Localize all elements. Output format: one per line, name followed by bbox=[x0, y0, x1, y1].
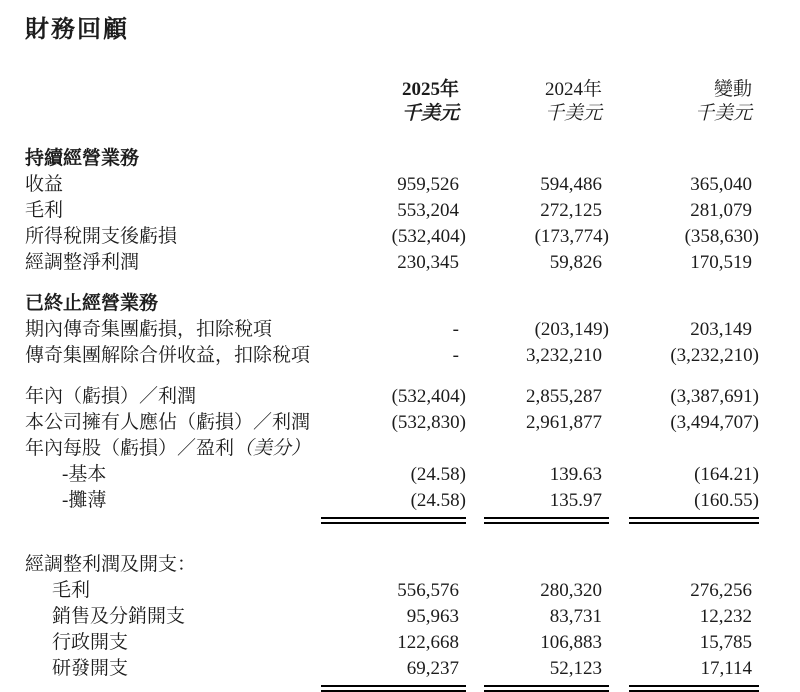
value-2024: 59,826 bbox=[549, 252, 602, 273]
column-header-2024: 2024年 bbox=[544, 79, 602, 100]
value-2024: 272,125 bbox=[540, 200, 602, 221]
value-2025: 69,237 bbox=[406, 658, 459, 679]
value-2025: (532,830) bbox=[391, 412, 466, 433]
section-title-continuing-operations: 持續經營業務 bbox=[25, 148, 140, 169]
value-2025: 556,576 bbox=[397, 580, 459, 601]
value-2024: (173,774) bbox=[534, 226, 609, 247]
double-rule bbox=[484, 685, 609, 692]
value-2024: 2,855,287 bbox=[526, 386, 602, 407]
row-label: 行政開支 bbox=[52, 632, 129, 653]
row-label: 期內傳奇集團虧損，扣除稅項 bbox=[25, 319, 273, 340]
value-2025: - bbox=[452, 345, 459, 366]
spacer bbox=[25, 524, 759, 552]
value-change: (164.21) bbox=[694, 464, 759, 485]
value-change: 281,079 bbox=[690, 200, 752, 221]
section-title-adjusted-profit-expenses: 經調整利潤及開支： bbox=[25, 554, 197, 575]
value-2025: 122,668 bbox=[397, 632, 459, 653]
value-change: 203,149 bbox=[690, 319, 752, 340]
row-label: 收益 bbox=[25, 174, 64, 195]
value-change: 12,232 bbox=[699, 606, 752, 627]
value-change: (160.55) bbox=[694, 490, 759, 511]
double-rule bbox=[321, 685, 466, 692]
value-2024: 594,486 bbox=[540, 174, 602, 195]
unit-header-2024: 千美元 bbox=[544, 103, 602, 124]
value-2025: (532,404) bbox=[391, 386, 466, 407]
value-2024: 2,961,877 bbox=[526, 412, 602, 433]
row-label-diluted: -攤薄 bbox=[62, 490, 107, 511]
value-2024: (203,149) bbox=[534, 319, 609, 340]
value-change: 276,256 bbox=[690, 580, 752, 601]
value-2024: 139.63 bbox=[549, 464, 602, 485]
column-header-change: 變動 bbox=[713, 79, 752, 100]
row-label-per-share bbox=[25, 436, 321, 462]
row-label: 年內（虧損）／利潤 bbox=[25, 386, 197, 407]
row-label: 經調整淨利潤 bbox=[25, 252, 140, 273]
row-label: 銷售及分銷開支 bbox=[52, 606, 186, 627]
row-label: 年內每股（虧損）／盈利 bbox=[25, 438, 235, 459]
value-change: (358,630) bbox=[684, 226, 759, 247]
value-2024: 83,731 bbox=[549, 606, 602, 627]
double-rule bbox=[629, 517, 759, 524]
row-label-unit: （美分） bbox=[234, 438, 311, 459]
value-change: 170,519 bbox=[690, 252, 752, 273]
value-2025: 553,204 bbox=[397, 200, 459, 221]
section-title-discontinued-operations: 已終止經營業務 bbox=[25, 293, 159, 314]
page-title: 財務回顧 bbox=[25, 17, 129, 43]
value-2024: 280,320 bbox=[540, 580, 602, 601]
double-rule bbox=[321, 517, 466, 524]
row-label: 本公司擁有人應佔（虧損）／利潤 bbox=[25, 412, 311, 433]
value-2024: 3,232,210 bbox=[526, 345, 602, 366]
value-2025: (24.58) bbox=[410, 464, 466, 485]
value-2024: 52,123 bbox=[549, 658, 602, 679]
value-2025: 95,963 bbox=[406, 606, 459, 627]
value-2025: (24.58) bbox=[410, 490, 466, 511]
value-change: 365,040 bbox=[690, 174, 752, 195]
row-label: 所得稅開支後虧損 bbox=[25, 226, 178, 247]
value-2024: 135.97 bbox=[549, 490, 602, 511]
value-2025: 959,526 bbox=[397, 174, 459, 195]
row-label: 傳奇集團解除合併收益，扣除稅項 bbox=[25, 345, 311, 366]
double-rule bbox=[484, 517, 609, 524]
value-2025: 230,345 bbox=[397, 252, 459, 273]
spacer bbox=[25, 369, 759, 384]
value-2025: - bbox=[452, 319, 459, 340]
spacer bbox=[25, 276, 759, 291]
value-change: (3,494,707) bbox=[670, 412, 759, 433]
spacer bbox=[25, 126, 759, 146]
column-header-2025: 2025年 bbox=[401, 79, 459, 100]
value-2025: (532,404) bbox=[391, 226, 466, 247]
row-label: 毛利 bbox=[52, 580, 91, 601]
unit-header-change: 千美元 bbox=[694, 103, 752, 124]
financial-table bbox=[25, 78, 758, 692]
value-2024: 106,883 bbox=[540, 632, 602, 653]
row-label: 研發開支 bbox=[52, 658, 129, 679]
value-change: (3,232,210) bbox=[670, 345, 759, 366]
row-label-basic: -基本 bbox=[62, 464, 107, 485]
double-rule bbox=[629, 685, 759, 692]
value-change: (3,387,691) bbox=[670, 386, 759, 407]
value-change: 17,114 bbox=[700, 658, 752, 679]
unit-header-2025: 千美元 bbox=[401, 103, 459, 124]
row-label: 毛利 bbox=[25, 200, 64, 221]
value-change: 15,785 bbox=[699, 632, 752, 653]
